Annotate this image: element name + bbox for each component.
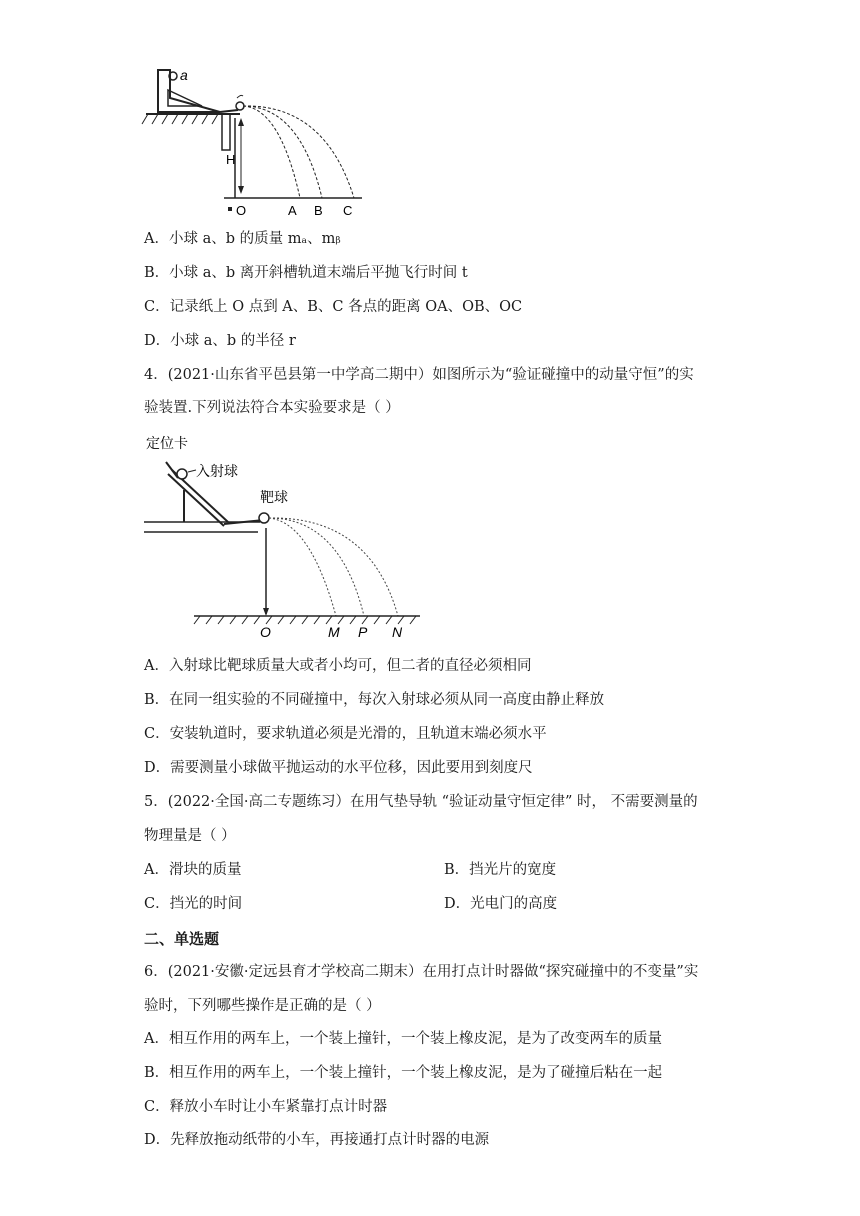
q3-option-b: B．小球 a、b 离开斜槽轨道末端后平抛飞行时间 t: [144, 265, 468, 281]
q5-stem-line1: 5．(2022·全国·高二专题练习）在用气垫导轨 “验证动量守恒定律” 时， 不需要测量的: [144, 794, 698, 810]
label-positioning-card: 定位卡: [146, 435, 188, 451]
point-A-label: A: [288, 203, 297, 218]
q3-option-a: A．小球 a、b 的质量 mₐ、mᵦ: [144, 231, 341, 247]
label-incident-ball: 入射球: [196, 463, 238, 479]
q4-option-a: A．入射球比靶球质量大或者小均可，但二者的直径必须相同: [144, 658, 532, 674]
q6-stem-line1: 6．(2021·安徽·定远县育才学校高二期末）在用打点计时器做“探究碰撞中的不变量”实: [144, 964, 699, 980]
point-O-label: O: [260, 624, 271, 640]
q5-stem-line2: 物理量是（ ）: [144, 828, 236, 844]
label-target-ball: 靶球: [260, 489, 288, 505]
point-P-label: P: [358, 624, 368, 640]
height-label-H: H: [226, 152, 236, 167]
q6-option-c: C．释放小车时让小车紧靠打点计时器: [144, 1099, 388, 1115]
q6-option-d: D．先释放拖动纸带的小车，再接通打点计时器的电源: [144, 1132, 490, 1148]
q4-stem-line2: 验装置.下列说法符合本实验要求是（ ）: [144, 400, 400, 416]
q6-option-b: B．相互作用的两车上，一个装上撞针，一个装上橡皮泥，是为了碰撞后粘在一起: [144, 1065, 663, 1081]
ball-a-label: a: [180, 67, 188, 83]
point-B-label: B: [314, 203, 323, 218]
q3-option-c: C．记录纸上 O 点到 A、B、C 各点的距离 OA、OB、OC: [144, 299, 523, 315]
q6-stem-line2: 验时，下列哪些操作是正确的是（ ）: [144, 998, 381, 1014]
q5-option-d: D．光电门的高度: [444, 896, 558, 912]
q5-option-a: A．滑块的质量: [144, 862, 242, 878]
ball-b-icon: [236, 102, 244, 110]
q5-option-b: B．挡光片的宽度: [444, 862, 557, 878]
q3-option-d: D．小球 a、b 的半径 r: [144, 333, 296, 349]
q4-option-c: C．安装轨道时，要求轨道必须是光滑的，且轨道末端必须水平: [144, 726, 547, 742]
figure-1-projectile-setup: [140, 62, 380, 222]
incident-ball-icon: [177, 469, 187, 479]
figure-2-collision-apparatus: [140, 432, 440, 642]
q4-option-b: B．在同一组实验的不同碰撞中，每次入射球必须从同一高度由静止释放: [144, 692, 605, 708]
q4-option-d: D．需要测量小球做平抛运动的水平位移，因此要用到刻度尺: [144, 760, 533, 776]
point-M-label: M: [328, 624, 340, 640]
target-ball-icon: [259, 513, 269, 523]
point-N-label: N: [392, 624, 403, 640]
section-heading: 二、单选题: [144, 930, 220, 948]
q6-option-a: A．相互作用的两车上，一个装上撞针，一个装上橡皮泥，是为了改变两车的质量: [144, 1031, 662, 1047]
q4-stem-line1: 4．(2021·山东省平邑县第一中学高二期中）如图所示为“验证碰撞中的动量守恒”的实: [144, 367, 694, 383]
point-O-label: O: [236, 203, 247, 218]
point-C-label: C: [343, 203, 353, 218]
q5-option-c: C．挡光的时间: [144, 896, 243, 912]
